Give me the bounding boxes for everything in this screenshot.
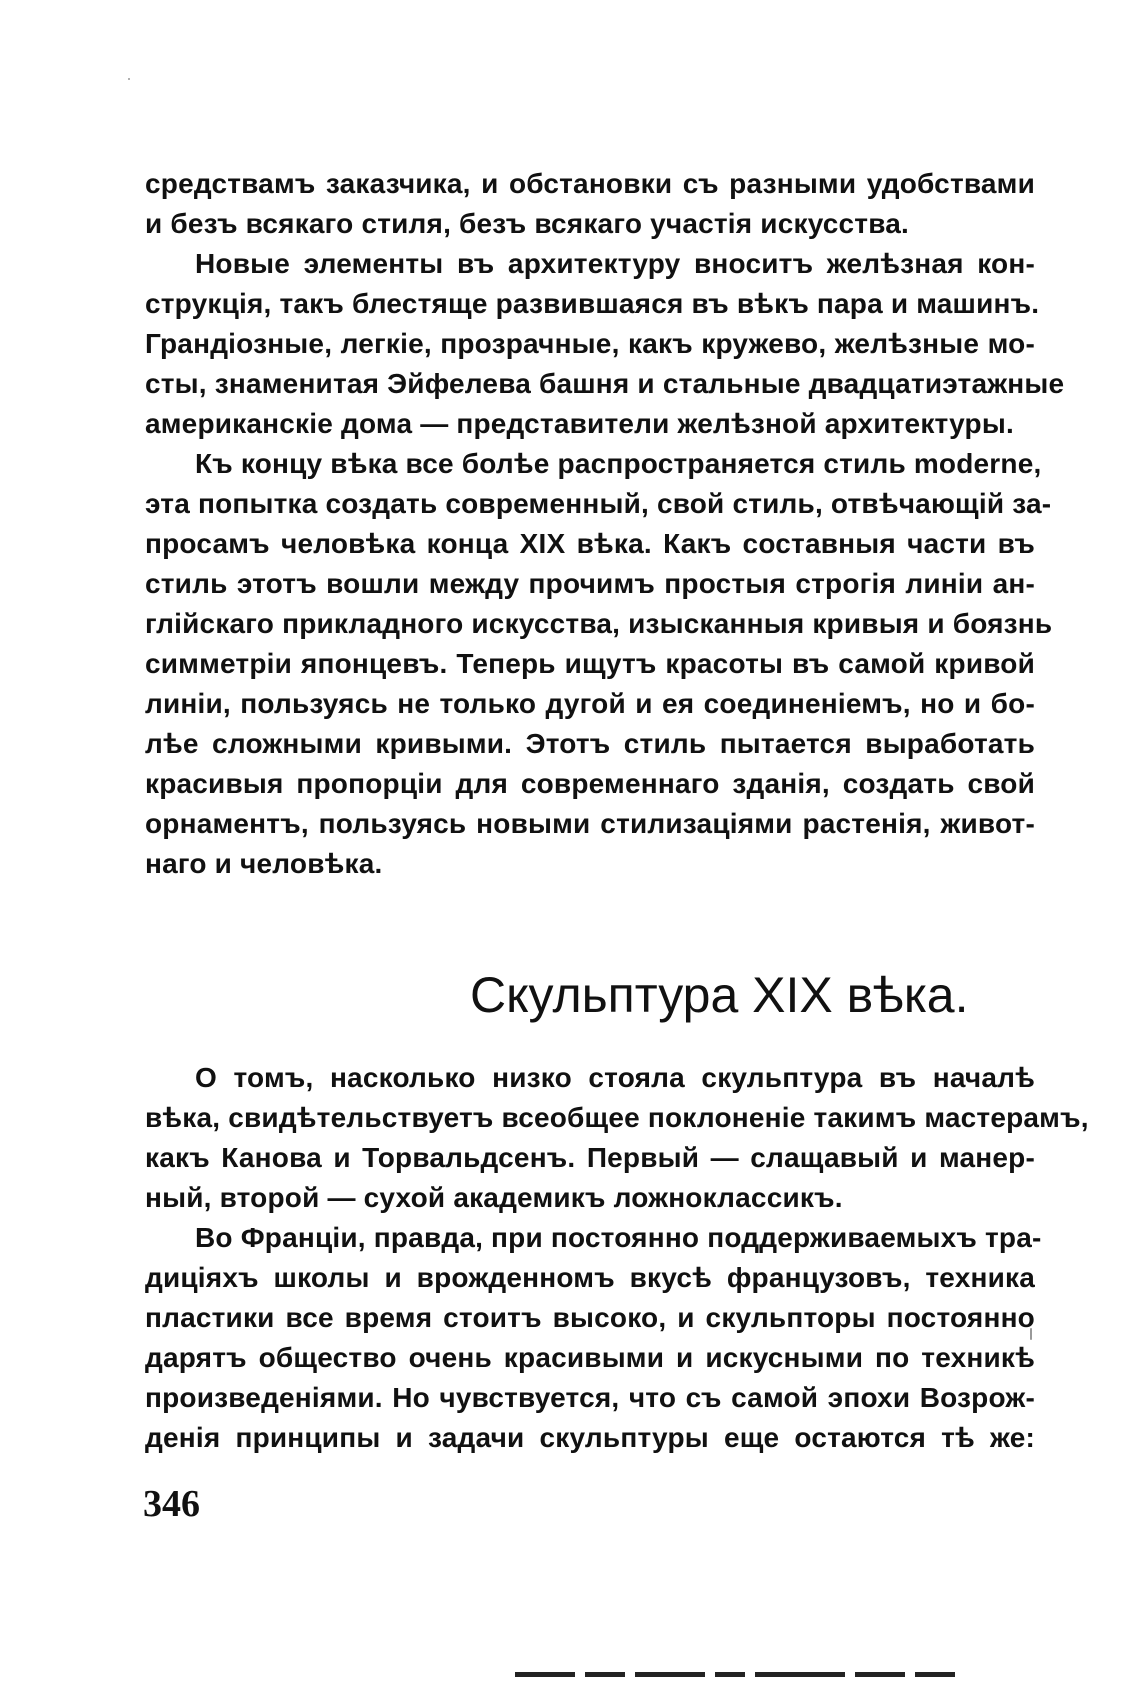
text-line: диціяхъ школы и врожденномъ вкусѣ французовъ, техника	[145, 1262, 1035, 1293]
text-line: лѣе сложными кривыми. Этотъ стиль пытается выработать	[145, 728, 1035, 759]
text-line: Новые элементы въ архитектуру вноситъ желѣзная кон-	[195, 248, 1035, 279]
text-line: пластики все время стоитъ высоко, и скульпторы постоянно	[145, 1302, 1035, 1333]
text-block-top	[145, 164, 1065, 884]
text-line: произведеніями. Но чувствуется, что съ самой эпохи Возрож-	[145, 1382, 1035, 1413]
text-line: О томъ, насколько низко стояла скульптура въ началѣ	[195, 1062, 1035, 1093]
text-line: средствамъ заказчика, и обстановки съ разными удобствами	[145, 168, 1035, 199]
text-block-bottom	[145, 1058, 1089, 1458]
page-number: 346	[143, 1483, 200, 1525]
text-line: Къ концу вѣка все болѣе распространяется стиль moderne,	[195, 448, 1042, 479]
text-line: какъ Канова и Торвальдсенъ. Первый — слащавый и манер-	[145, 1142, 1035, 1173]
text-line: красивыя пропорціи для современнаго зданія, создать свой	[145, 768, 1035, 799]
text-line: просамъ человѣка конца XIX вѣка. Какъ составныя части въ	[145, 528, 1035, 559]
text-line: ный, второй — сухой академикъ ложноклассикъ.	[145, 1182, 843, 1213]
text-line: и безъ всякаго стиля, безъ всякаго участія искусства.	[145, 208, 910, 239]
text-line: глійскаго прикладного искусства, изысканныя кривыя и боязнь	[145, 608, 1053, 639]
text-line: струкція, такъ блестяще развившаяся въ вѣкъ пара и машинъ.	[145, 288, 1040, 319]
text-line: симметріи японцевъ. Теперь ищутъ красоты въ самой кривой	[145, 648, 1035, 679]
text-line: американскіе дома — представители желѣзной архитектуры.	[145, 408, 1014, 439]
text-line: Во Франціи, правда, при постоянно поддерживаемыхъ тра-	[195, 1222, 1042, 1253]
text-line: Грандіозные, легкіе, прозрачные, какъ кружево, желѣзные мо-	[145, 328, 1035, 359]
section-heading: Скульптура XIX вѣка.	[470, 967, 969, 1023]
text-line: стиль этотъ вошли между прочимъ простыя строгія линіи ан-	[145, 568, 1035, 599]
text-line: наго и человѣка.	[145, 848, 383, 879]
text-line: денія принципы и задачи скульптуры еще остаются тѣ же:	[145, 1422, 1035, 1453]
next-page-bleed	[515, 1672, 1035, 1692]
text-line: сты, знаменитая Эйфелева башня и стальные двадцатиэтажные	[145, 368, 1065, 399]
text-line: дарятъ общество очень красивыми и искусными по техникѣ	[145, 1342, 1035, 1373]
text-line: эта попытка создать современный, свой стиль, отвѣчающій за-	[145, 488, 1052, 519]
text-line: орнаментъ, пользуясь новыми стилизаціями растенія, живот-	[145, 808, 1035, 839]
text-line: линіи, пользуясь не только дугой и ея соединеніемъ, но и бо-	[145, 688, 1035, 719]
text-line: вѣка, свидѣтельствуетъ всеобщее поклоненіе такимъ мастерамъ,	[145, 1102, 1089, 1133]
